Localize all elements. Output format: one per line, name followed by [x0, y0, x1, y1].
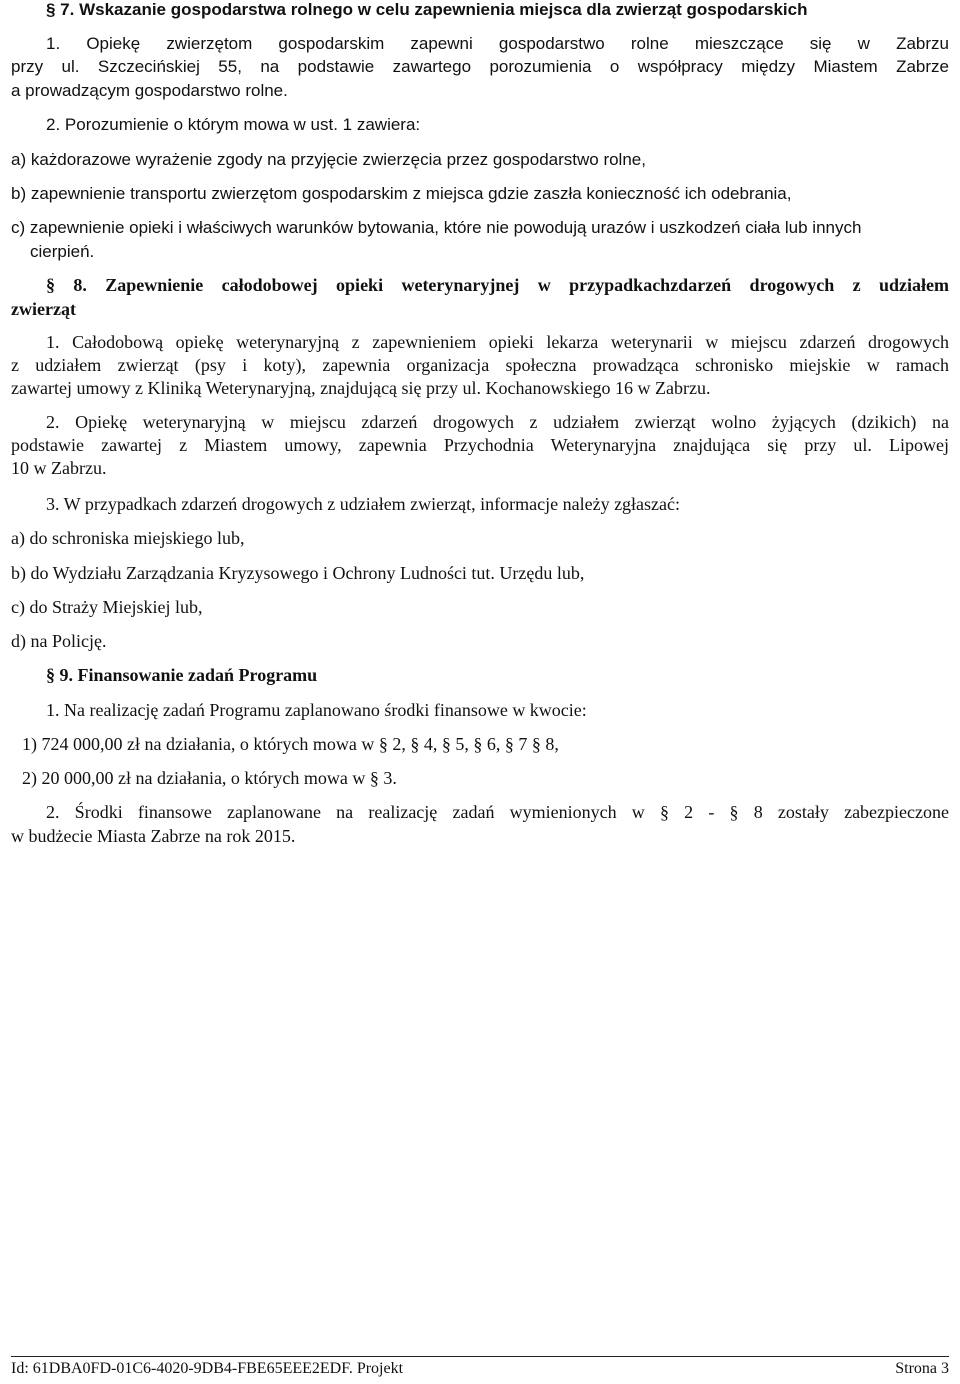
s9-paragraph-2-line-1: 2. Środki finansowe zaplanowane na realizację zadań wymienionych w § 2 - § 8 zostały zabezpieczone	[46, 802, 949, 822]
footer-page-number: Strona 3	[895, 1360, 949, 1377]
s7-paragraph-2: 2. Porozumienie o którym mowa w ust. 1 zawiera:	[46, 115, 421, 134]
s8-item-b: b) do Wydziału Zarządzania Kryzysowego i Ochrony Ludności tut. Urzędu lub,	[11, 563, 585, 583]
section-8-heading-line-2: zwierząt	[11, 299, 76, 319]
s8-paragraph-2-line-1: 2. Opiekę weterynaryjną w miejscu zdarzeń drogowych z udziałem zwierząt wolno żyjących (dzikich) na	[46, 412, 949, 432]
s8-paragraph-1-line-1: 1. Całodobową opiekę weterynaryjną z zapewnieniem opieki lekarza weterynarii w miejscu zdarzeń drogowych	[46, 332, 949, 352]
section-9-heading: § 9. Finansowanie zadań Programu	[46, 665, 318, 685]
s7-paragraph-1-line-1: 1. Opiekę zwierzętom gospodarskim zapewni gospodarstwo rolne mieszczące się w Zabrzu	[46, 34, 949, 53]
s7-item-a: a) każdorazowe wyrażenie zgody na przyjęcie zwierzęcia przez gospodarstwo rolne,	[11, 150, 646, 169]
s8-paragraph-3: 3. W przypadkach zdarzeń drogowych z udziałem zwierząt, informacje należy zgłaszać:	[46, 494, 681, 514]
s8-paragraph-1-line-2: z udziałem zwierząt (psy i koty), zapewnia organizacja społeczna prowadząca schronisko miejskie w ramach	[11, 355, 949, 375]
footer-divider	[11, 1356, 949, 1357]
s8-paragraph-2-line-2: podstawie zawartej z Miastem umowy, zapewnia Przychodnia Weterynaryjna znajdująca się przy ul. Lipowej	[11, 435, 949, 455]
s9-paragraph-2-line-2: w budżecie Miasta Zabrze na rok 2015.	[11, 826, 296, 846]
s9-item-2: 2) 20 000,00 zł na działania, o których mowa w § 3.	[22, 768, 397, 788]
s7-paragraph-1-line-3: a prowadzącym gospodarstwo rolne.	[11, 81, 288, 100]
section-7-heading: § 7. Wskazanie gospodarstwa rolnego w celu zapewnienia miejsca dla zwierząt gospodarskich	[46, 0, 808, 19]
s7-item-c-line-2: cierpień.	[30, 242, 95, 261]
s7-paragraph-1-line-2: przy ul. Szczecińskiej 55, na podstawie zawartego porozumienia o współpracy między Miastem Zabrze	[11, 57, 949, 76]
s9-paragraph-1: 1. Na realizację zadań Programu zaplanowano środki finansowe w kwocie:	[46, 700, 587, 720]
section-8-heading-line-1: § 8. Zapewnienie całodobowej opieki weterynaryjnej w przypadkachzdarzeń drogowych z udziałem	[46, 275, 949, 295]
s8-paragraph-2-line-3: 10 w Zabrzu.	[11, 458, 107, 478]
footer-document-id: Id: 61DBA0FD-01C6-4020-9DB4-FBE65EEE2EDF. Projekt	[11, 1360, 404, 1377]
s9-item-1: 1) 724 000,00 zł na działania, o których mowa w § 2, § 4, § 5, § 6, § 7 § 8,	[22, 734, 559, 754]
s7-item-c-line-1: c) zapewnienie opieki i właściwych warunków bytowania, które nie powodują urazów i uszkodzeń ciała lub innych	[11, 218, 862, 237]
s8-paragraph-1-line-3: zawartej umowy z Kliniką Weterynaryjną, znajdującą się przy ul. Kochanowskiego 16 w Zabrzu.	[11, 378, 711, 398]
s8-item-d: d) na Policję.	[11, 631, 107, 651]
s8-item-c: c) do Straży Miejskiej lub,	[11, 597, 203, 617]
s7-item-b: b) zapewnienie transportu zwierzętom gospodarskim z miejsca gdzie zaszła konieczność ich odebrania,	[11, 184, 792, 203]
s8-item-a: a) do schroniska miejskiego lub,	[11, 528, 245, 548]
